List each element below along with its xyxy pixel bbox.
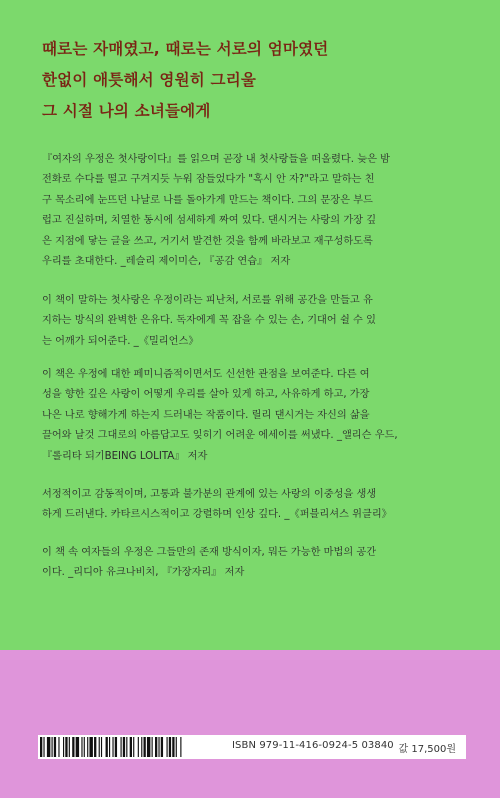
review-quote-4-line-2: 하게 드러낸다. 카타르시스적이고 강렬하며 인상 깊다. _《퍼블리셔스 위클리》 <box>42 509 392 521</box>
price-label: 값 17,500원 <box>398 744 456 755</box>
review-quote-3-line-2: 성을 향한 깊은 사랑이 어떻게 우리를 살아 있게 하고, 사유하게 하고, 가장 <box>42 389 370 401</box>
review-quote-1-line-6: 우리를 초대한다. _레슬리 제이미슨, 『공감 연습』 저자 <box>42 256 291 268</box>
review-quote-1-line-1: 『여자의 우정은 첫사랑이다』를 읽으며 곧장 내 첫사랑들을 떠올렸다. 늦은 밤 <box>42 154 390 165</box>
review-quote-1 <box>42 150 462 272</box>
review-quote-4-line-1: 서정적이고 감동적이며, 고통과 불가분의 관계에 있는 사랑의 이중성을 생생 <box>42 489 377 500</box>
review-quote-2 <box>42 291 462 352</box>
review-quote-2-line-1: 이 책이 말하는 첫사랑은 우정이라는 피난처, 서로를 위해 공간을 만들고 유 <box>42 295 373 306</box>
review-quote-5-line-1: 이 책 속 여자들의 우정은 그들만의 존재 방식이자, 뭐든 가능한 마법의 공간 <box>42 547 377 558</box>
review-quote-2-line-3: 는 어깨가 되어준다. _《밀리언스》 <box>42 335 199 347</box>
headline-line-3: 그 시절 나의 소녀들에게 <box>42 102 211 120</box>
isbn-number: ISBN 979-11-416-0924-5 03840 <box>232 740 394 751</box>
headline <box>42 34 472 127</box>
headline-line-1: 때로는 자매였고, 때로는 서로의 엄마였던 <box>42 40 329 58</box>
review-quote-3-line-3: 나은 나로 향해가게 하는지 드러내는 작품이다. 릴리 댄시거는 자신의 삶을 <box>42 409 370 421</box>
review-quote-1-line-5: 은 지점에 닿는 글을 쓰고, 거기서 발견한 것을 함께 바라보고 재구성하도록 <box>42 235 373 247</box>
review-quote-1-line-2: 전화로 수다를 떨고 구겨지듯 누워 잠들었다가 "혹시 안 자?"라고 말하는 친 <box>42 174 375 186</box>
review-quote-2-line-2: 지하는 방식의 완벽한 은유다. 독자에게 꼭 잡을 수 있는 손, 기대어 쉴 수 있 <box>42 315 376 327</box>
review-quote-3-line-1: 이 책은 우정에 대한 페미니즘적이면서도 신선한 관점을 보여준다. 다른 여 <box>42 369 370 380</box>
review-quote-3-line-5: 『롤리타 되기BEING LOLITA』 저자 <box>42 450 208 462</box>
review-quote-3-line-4: 끌어와 날것 그대로의 아름답고도 잊히기 어려운 에세이를 써냈다. _앨리슨 우드, <box>42 430 398 442</box>
barcode-label <box>38 735 466 759</box>
headline-line-2: 한없이 애틋해서 영원히 그리울 <box>42 71 257 89</box>
review-quote-1-line-4: 럽고 진실하며, 치열한 동시에 섬세하게 짜여 있다. 댄시거는 사랑의 가장 깊 <box>42 215 377 227</box>
review-quote-3 <box>42 365 462 467</box>
barcode-icon <box>40 737 225 757</box>
review-quote-4 <box>42 485 462 526</box>
review-quote-5 <box>42 543 462 584</box>
review-quote-5-line-2: 이다. _리디아 유크나비치, 『가장자리』 저자 <box>42 567 245 579</box>
bottom-panel-pink <box>0 650 500 798</box>
review-quote-1-line-3: 구 목소리에 눈뜨던 나날로 나를 돌아가게 만드는 책이다. 그의 문장은 부드 <box>42 194 373 206</box>
